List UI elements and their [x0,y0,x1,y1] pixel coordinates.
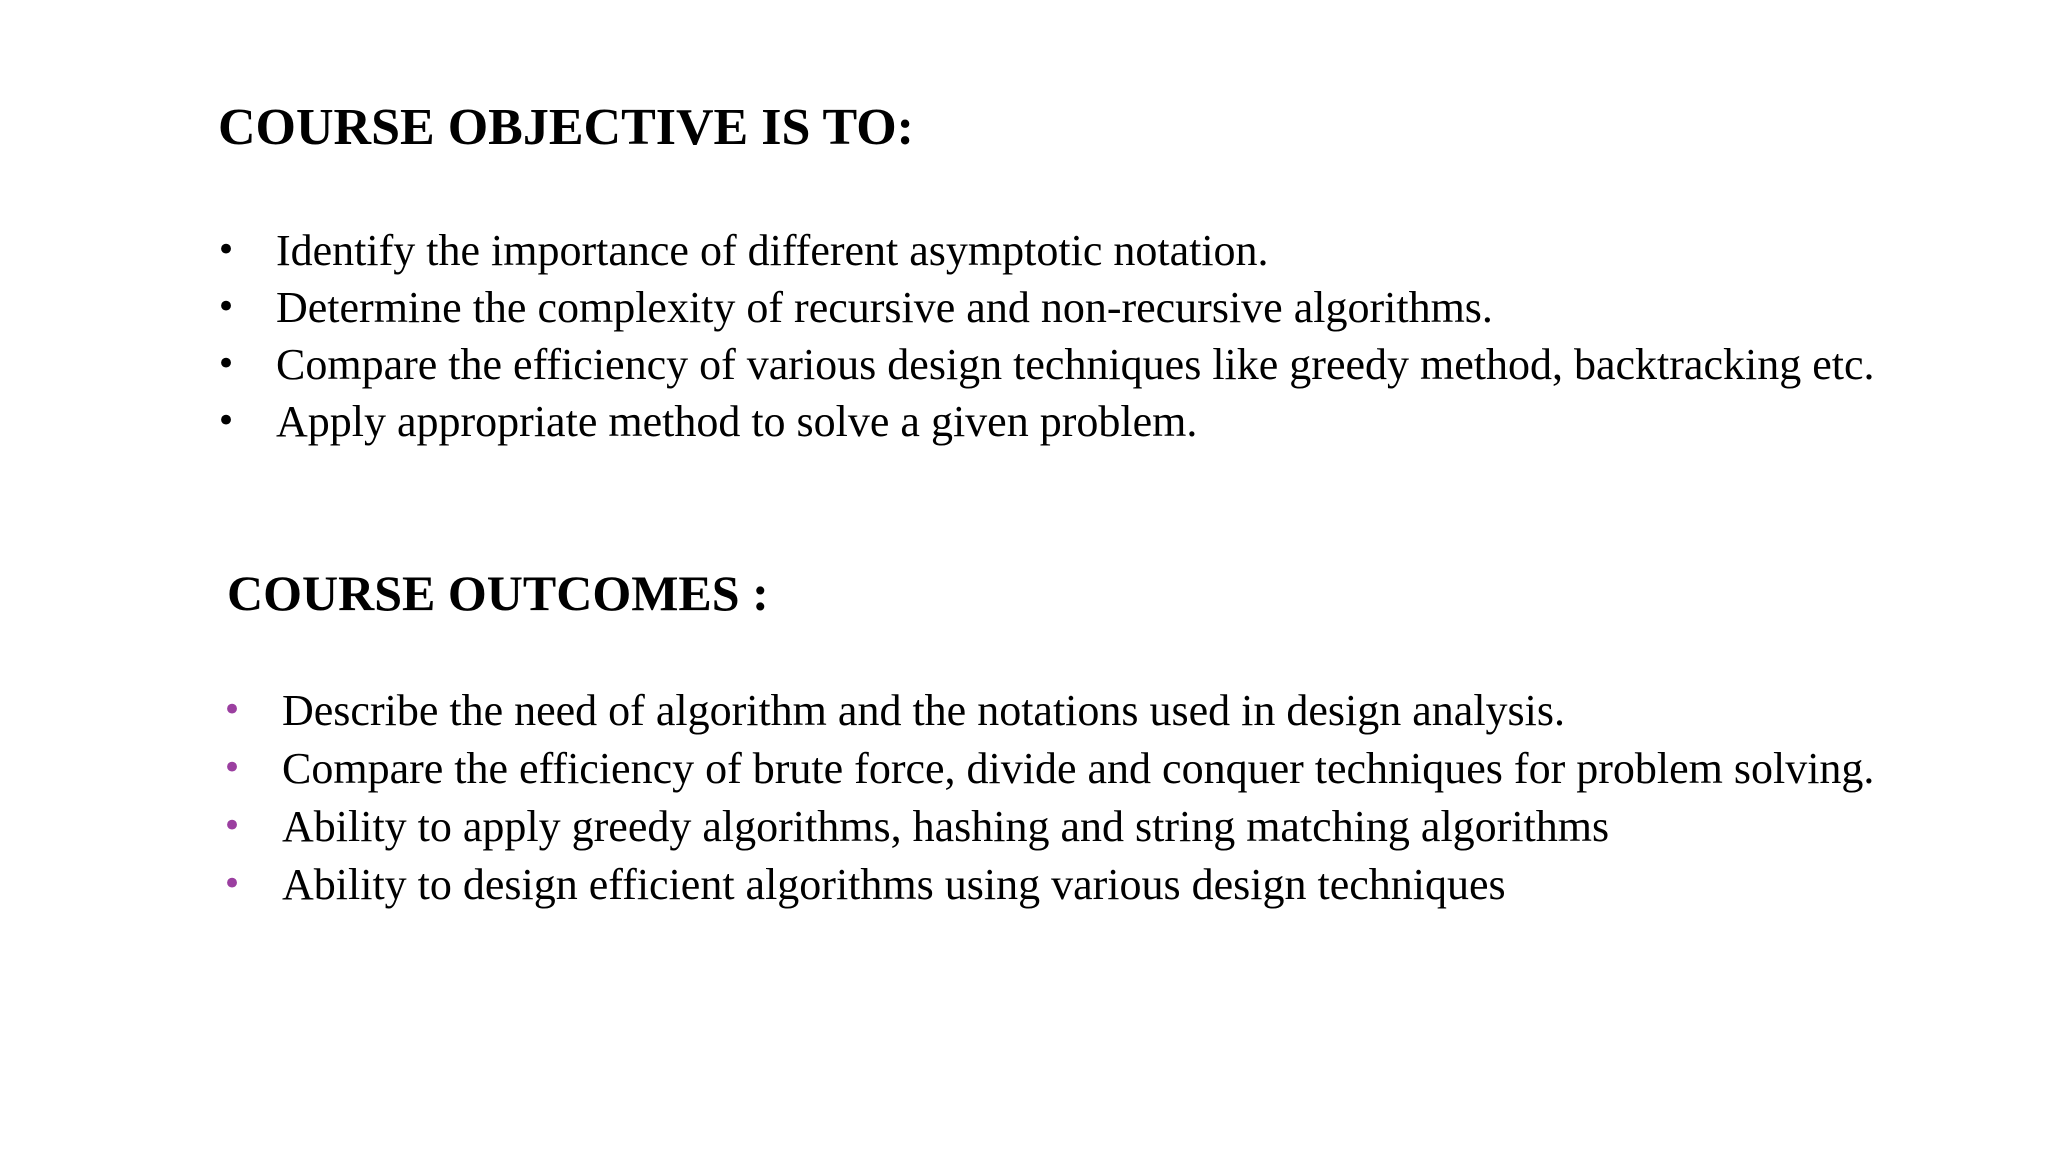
objective-item [216,393,1956,450]
bullet-icon: • [216,344,237,384]
outcome-item [222,856,1942,914]
bullet-icon: • [216,287,237,327]
objective-item [216,279,1956,336]
objective-item-text: Identify the importance of different asymptotic notation. [276,226,1269,275]
bullet-icon: • [222,806,243,846]
outcome-item [222,682,1942,740]
bullet-icon: • [222,690,243,730]
course-objectives-list [216,222,1956,450]
bullet-icon: • [222,748,243,788]
bullet-icon: • [216,230,237,270]
bullet-icon: • [222,864,243,904]
objective-item-text: Apply appropriate method to solve a given problem. [276,397,1198,446]
course-outcomes-heading: COURSE OUTCOMES : [227,565,769,621]
course-objective-heading: COURSE OBJECTIVE IS TO: [218,99,914,156]
outcome-item [222,740,1942,798]
outcome-item-text: Compare the efficiency of brute force, divide and conquer techniques for problem solving. [282,744,1875,793]
outcome-item [222,798,1942,856]
outcome-item-text: Describe the need of algorithm and the notations used in design analysis. [282,686,1566,735]
objective-item [216,336,1956,393]
objective-item-text: Compare the efficiency of various design techniques like greedy method, backtracking etc. [276,340,1875,389]
objective-item-text: Determine the complexity of recursive and non-recursive algorithms. [276,283,1493,332]
bullet-icon: • [216,401,237,441]
objective-item [216,222,1956,279]
course-outcomes-list [222,682,1942,914]
outcome-item-text: Ability to design efficient algorithms using various design techniques [282,860,1506,909]
outcome-item-text: Ability to apply greedy algorithms, hashing and string matching algorithms [282,802,1610,851]
